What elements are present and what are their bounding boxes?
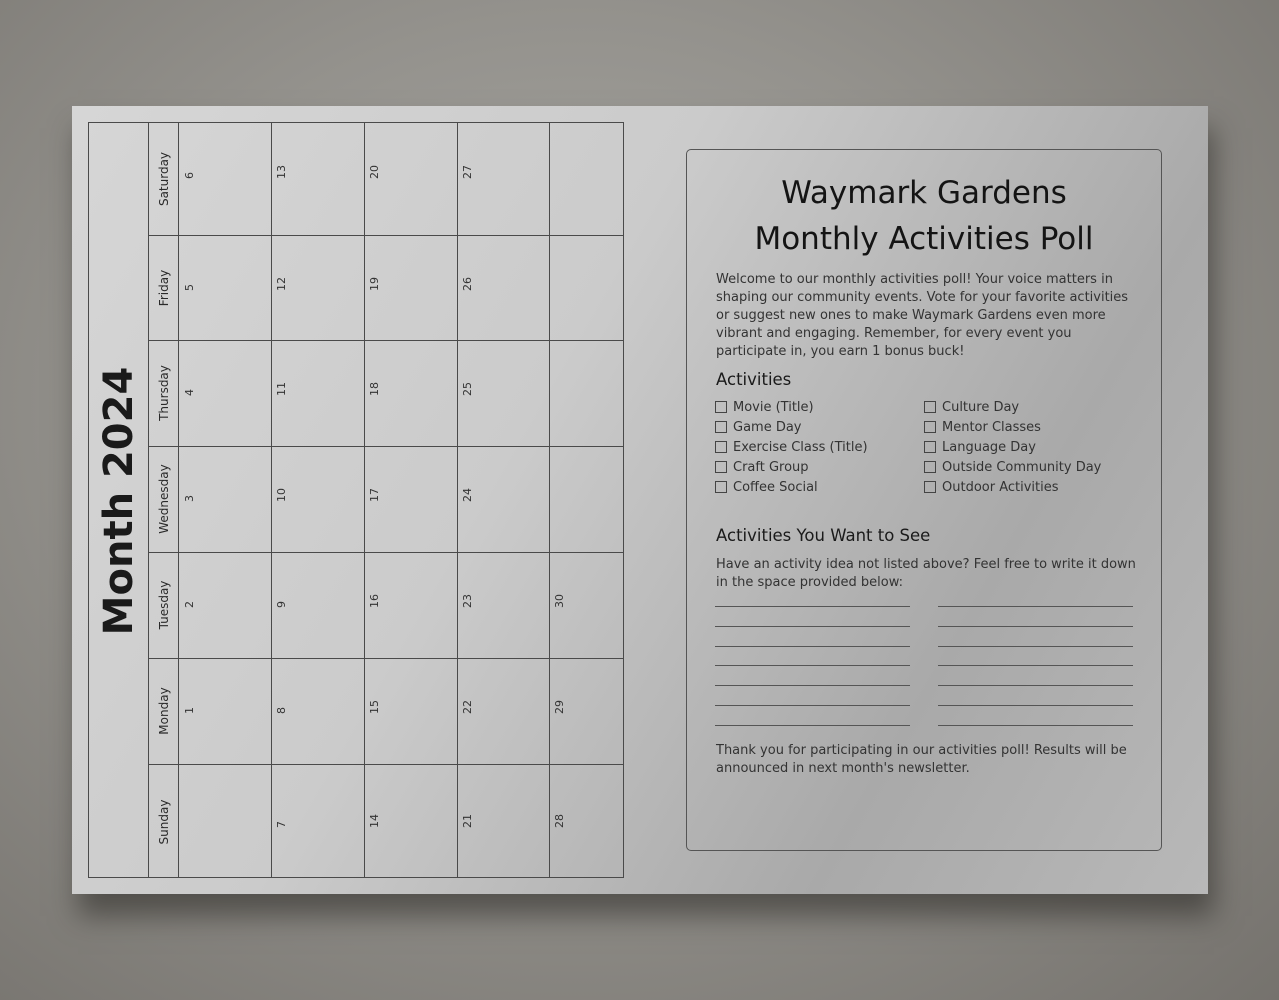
calendar-column-divider: [271, 123, 272, 877]
write-in-line[interactable]: [938, 725, 1133, 726]
calendar-row-divider: [149, 340, 623, 341]
calendar-day-number: 7: [275, 821, 288, 828]
printed-sheet: [72, 106, 1208, 894]
wish-heading: Activities You Want to See: [716, 526, 931, 545]
write-in-line[interactable]: [938, 626, 1133, 627]
write-in-line[interactable]: [715, 705, 910, 706]
weekday-label-sunday: Sunday: [157, 799, 171, 844]
activity-option[interactable]: [924, 399, 1019, 415]
calendar-day-number: 18: [368, 382, 381, 396]
checkbox[interactable]: [715, 401, 727, 413]
activity-option-label: Outdoor Activities: [942, 479, 1059, 495]
activity-option[interactable]: [924, 479, 1059, 495]
weekday-label-monday: Monday: [157, 687, 171, 735]
write-in-line[interactable]: [715, 685, 910, 686]
activities-poll-panel: [686, 149, 1162, 851]
write-in-line[interactable]: [715, 725, 910, 726]
calendar-day-number: 22: [461, 700, 474, 714]
activity-option[interactable]: [924, 459, 1101, 475]
calendar-row-divider: [149, 552, 623, 553]
calendar-day-number: 6: [183, 172, 196, 179]
activity-option[interactable]: [715, 479, 818, 495]
weekday-label-saturday: Saturday: [157, 151, 171, 207]
calendar-day-number: 24: [461, 488, 474, 502]
calendar-day-number: 15: [368, 700, 381, 714]
calendar-day-number: 16: [368, 594, 381, 608]
write-in-line[interactable]: [938, 646, 1133, 647]
calendar-day-number: 28: [553, 814, 566, 828]
checkbox[interactable]: [924, 461, 936, 473]
calendar-day-number: 10: [275, 488, 288, 502]
calendar-day-number: 3: [183, 495, 196, 502]
activity-option[interactable]: [924, 439, 1036, 455]
poll-title-line-1: Waymark Gardens: [781, 175, 1067, 211]
activity-option[interactable]: [715, 419, 802, 435]
checkbox[interactable]: [715, 421, 727, 433]
activity-option-label: Mentor Classes: [942, 419, 1041, 435]
activity-option-label: Outside Community Day: [942, 459, 1102, 475]
weekday-label-tuesday: Tuesday: [157, 580, 171, 630]
activity-option-label: Exercise Class (Title): [733, 439, 868, 455]
calendar-day-number: 30: [553, 594, 566, 608]
calendar-day-number: 29: [553, 700, 566, 714]
write-in-line[interactable]: [715, 665, 910, 666]
poll-title-line-2: Monthly Activities Poll: [754, 221, 1094, 257]
thank-you-note: Thank you for participating in our activities poll! Results will be announced in next month's newsletter.: [716, 743, 1127, 776]
activity-option[interactable]: [715, 459, 809, 475]
activity-option[interactable]: [715, 399, 814, 415]
write-in-line[interactable]: [938, 685, 1133, 686]
calendar-day-number: 21: [461, 814, 474, 828]
wish-instructions: Have an activity idea not listed above? Feel free to write it down in the space provided below:: [716, 557, 1136, 590]
checkbox[interactable]: [924, 441, 936, 453]
activity-option-label: Coffee Social: [733, 479, 818, 495]
checkbox[interactable]: [924, 421, 936, 433]
checkbox[interactable]: [924, 481, 936, 493]
activity-option-label: Game Day: [733, 419, 802, 435]
checkbox[interactable]: [924, 401, 936, 413]
calendar-row-divider: [149, 446, 623, 447]
calendar-day-number: 13: [275, 165, 288, 179]
weekday-label-friday: Friday: [157, 269, 171, 306]
calendar-day-number: 9: [275, 601, 288, 608]
calendar-day-number: 1: [183, 707, 196, 714]
calendar-column-divider: [549, 123, 550, 877]
calendar-day-number: 4: [183, 389, 196, 396]
calendar-row-divider: [149, 235, 623, 236]
checkbox[interactable]: [715, 481, 727, 493]
checkbox[interactable]: [715, 441, 727, 453]
calendar-day-number: 26: [461, 277, 474, 291]
write-in-line[interactable]: [715, 646, 910, 647]
activity-option[interactable]: [715, 439, 868, 455]
activity-option-label: Culture Day: [942, 399, 1020, 415]
write-in-line[interactable]: [715, 626, 910, 627]
calendar-day-number: 17: [368, 488, 381, 502]
activities-heading: Activities: [716, 370, 792, 389]
activity-option-label: Craft Group: [733, 459, 809, 475]
calendar-day-number: 5: [183, 284, 196, 291]
activity-option[interactable]: [924, 419, 1041, 435]
write-in-line[interactable]: [715, 606, 910, 607]
write-in-line[interactable]: [938, 665, 1133, 666]
calendar-day-number: 8: [275, 707, 288, 714]
calendar-day-number: 12: [275, 277, 288, 291]
calendar-day-number: 20: [368, 165, 381, 179]
calendar-day-number: 14: [368, 814, 381, 828]
calendar-column-divider: [457, 123, 458, 877]
calendar-day-number: 27: [461, 165, 474, 179]
month-title: Month 2024: [96, 366, 142, 636]
calendar-column-divider: [364, 123, 365, 877]
activity-option-label: Movie (Title): [733, 399, 814, 415]
calendar-day-number: 11: [275, 382, 288, 396]
calendar-row-divider: [149, 764, 623, 765]
calendar-title-column: [89, 123, 149, 877]
activity-option-label: Language Day: [942, 439, 1036, 455]
weekday-label-thursday: Thursday: [157, 365, 171, 421]
calendar-day-number: 19: [368, 277, 381, 291]
calendar-day-number: 2: [183, 601, 196, 608]
write-in-line[interactable]: [938, 705, 1133, 706]
calendar-day-number: 25: [461, 382, 474, 396]
calendar-grid: [88, 122, 624, 878]
calendar-day-number: 23: [461, 594, 474, 608]
write-in-line[interactable]: [938, 606, 1133, 607]
weekday-label-wednesday: Wednesday: [157, 464, 171, 534]
calendar-row-divider: [149, 658, 623, 659]
poll-intro: Welcome to our monthly activities poll! Your voice matters in shaping our community events. Vote for your favorite activities or suggest new ones to make Waymark Gardens even more vibrant and engaging. Remember, for every event you participate in, you earn 1 bonus buck!: [716, 272, 1129, 359]
checkbox[interactable]: [715, 461, 727, 473]
